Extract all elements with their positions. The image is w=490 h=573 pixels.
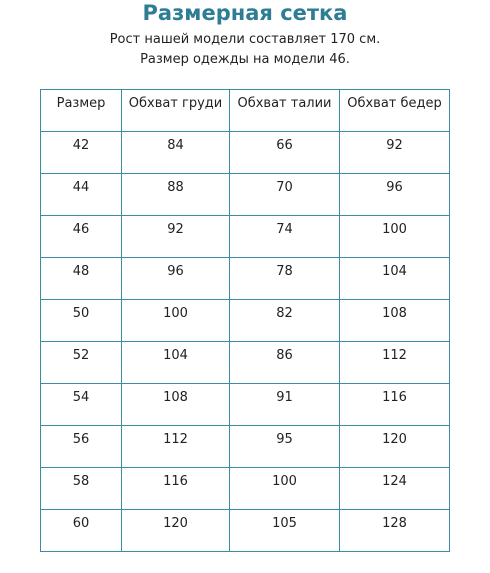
cell-size: 60: [41, 510, 122, 552]
cell-waist: 82: [230, 300, 340, 342]
cell-hips: 108: [340, 300, 450, 342]
model-height-note: Рост нашей модели составляет 170 см.: [109, 32, 381, 47]
cell-waist: 66: [230, 132, 340, 174]
table-row: [41, 342, 450, 384]
table-row: [41, 174, 450, 216]
cell-waist: 91: [230, 384, 340, 426]
cell-size: 44: [41, 174, 122, 216]
header-waist: Обхват талии: [230, 90, 340, 132]
table-row: [41, 426, 450, 468]
cell-hips: 116: [340, 384, 450, 426]
header-size: Размер: [41, 90, 122, 132]
cell-hips: 120: [340, 426, 450, 468]
cell-waist: 86: [230, 342, 340, 384]
cell-waist: 78: [230, 258, 340, 300]
cell-size: 46: [41, 216, 122, 258]
cell-waist: 95: [230, 426, 340, 468]
cell-chest: 84: [122, 132, 230, 174]
cell-size: 42: [41, 132, 122, 174]
header-chest: Обхват груди: [122, 90, 230, 132]
cell-hips: 104: [340, 258, 450, 300]
size-chart-table: [40, 89, 450, 552]
table-row: [41, 510, 450, 552]
cell-waist: 105: [230, 510, 340, 552]
table-row: [41, 258, 450, 300]
cell-waist: 100: [230, 468, 340, 510]
table-row: [41, 132, 450, 174]
cell-size: 48: [41, 258, 122, 300]
cell-chest: 112: [122, 426, 230, 468]
page-title: Размерная сетка: [142, 1, 348, 25]
cell-waist: 70: [230, 174, 340, 216]
cell-hips: 92: [340, 132, 450, 174]
cell-waist: 74: [230, 216, 340, 258]
table-header-row: [41, 90, 450, 132]
cell-hips: 100: [340, 216, 450, 258]
cell-chest: 100: [122, 300, 230, 342]
model-size-note: Размер одежды на модели 46.: [140, 52, 350, 67]
cell-size: 56: [41, 426, 122, 468]
cell-chest: 116: [122, 468, 230, 510]
cell-chest: 104: [122, 342, 230, 384]
header-hips: Обхват бедер: [340, 90, 450, 132]
cell-size: 54: [41, 384, 122, 426]
cell-chest: 120: [122, 510, 230, 552]
table-row: [41, 468, 450, 510]
table-row: [41, 384, 450, 426]
cell-hips: 124: [340, 468, 450, 510]
cell-chest: 88: [122, 174, 230, 216]
cell-chest: 108: [122, 384, 230, 426]
cell-size: 50: [41, 300, 122, 342]
cell-chest: 92: [122, 216, 230, 258]
cell-size: 52: [41, 342, 122, 384]
table-row: [41, 216, 450, 258]
table-row: [41, 300, 450, 342]
cell-chest: 96: [122, 258, 230, 300]
cell-hips: 128: [340, 510, 450, 552]
cell-size: 58: [41, 468, 122, 510]
cell-hips: 112: [340, 342, 450, 384]
cell-hips: 96: [340, 174, 450, 216]
